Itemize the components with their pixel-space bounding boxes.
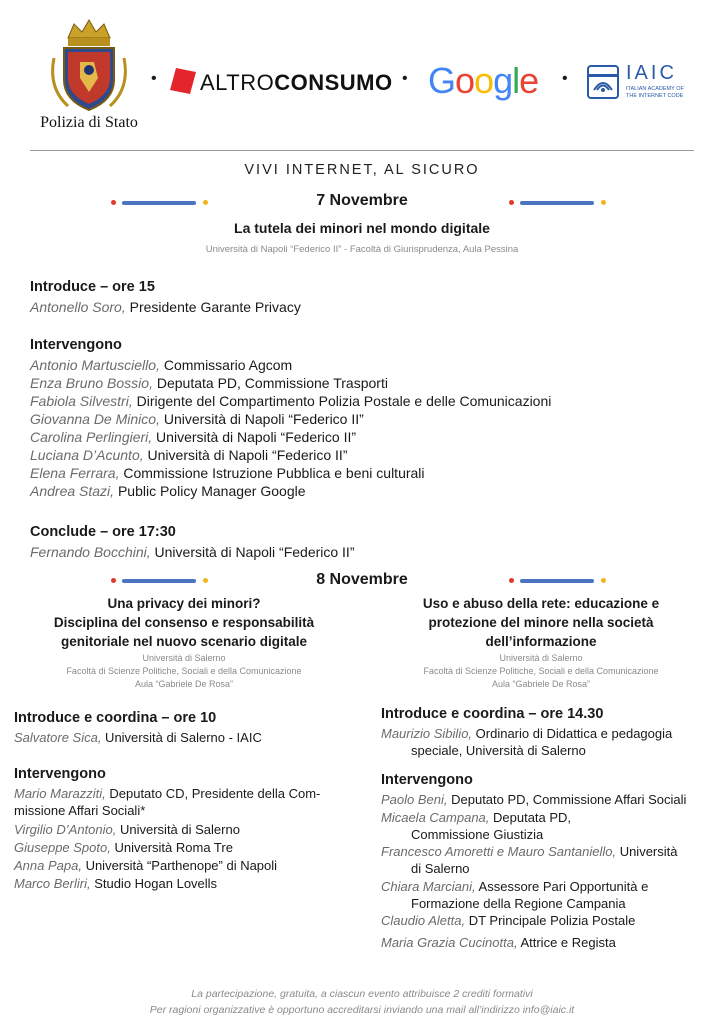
speaker-role-continued: missione Affari Sociali*: [14, 803, 146, 818]
speaker-name: Andrea Stazi,: [30, 483, 115, 499]
session-title-line: Uso e abuso della rete: educazione e: [422, 596, 660, 611]
altroconsumo-logo: [168, 64, 393, 104]
day1-intervengono-heading: Intervengono: [30, 337, 122, 353]
police-label: Polizia di Stato: [40, 114, 138, 131]
speaker-role: Università di Salerno: [116, 822, 240, 837]
speaker-role-continued: Formazione della Regione Campania: [411, 896, 626, 911]
day1-topic: La tutela dei minori nel mondo digitale: [234, 220, 490, 236]
session-venue-line: Università di Salerno: [142, 653, 226, 663]
session-venue-line: Aula “Gabriele De Rosa”: [491, 679, 591, 689]
speaker-name: Marco Berliri,: [14, 876, 91, 891]
session-title-line: protezione del minore nella società: [428, 615, 654, 630]
speaker-role: Dirigente del Compartimento Polizia Postale e delle Comunicazioni: [132, 393, 552, 409]
speaker-row: [30, 410, 364, 428]
event-title: VIVI INTERNET, AL SICURO: [244, 162, 480, 178]
speaker-row: [30, 428, 356, 446]
day2-left-session: [14, 594, 354, 691]
day1-introduce-heading: Introduce – ore 15: [30, 279, 155, 295]
iaic-subtitle-1: ITALIAN ACADEMY OF: [626, 86, 684, 92]
day2-right-introduce-row: [381, 725, 672, 743]
altro-text: ALTRO: [200, 70, 275, 95]
speaker-row: [381, 809, 571, 827]
header-divider: [30, 150, 694, 151]
speaker-row: [14, 839, 233, 857]
speaker-row: [381, 878, 648, 896]
speaker-name: Fernando Bocchini,: [30, 544, 151, 560]
speaker-row: [30, 446, 348, 464]
speaker-role: Assessore Pari Opportunità e: [475, 879, 649, 894]
speaker-role: Deputato PD, Commissione Affari Sociali: [447, 792, 687, 807]
day1-introduce-row: [30, 298, 301, 316]
speaker-role: Università: [616, 844, 678, 859]
speaker-role: Università di Napoli “Federico II”: [159, 411, 364, 427]
day2-right-session: [376, 594, 706, 691]
iaic-mark-icon: [586, 62, 620, 102]
speaker-row: [30, 392, 551, 410]
speaker-role: Università “Parthenope” di Napoli: [81, 858, 278, 873]
speaker-name: Luciana D’Acunto,: [30, 447, 144, 463]
speaker-role: Commissione Istruzione Pubblica e beni culturali: [119, 465, 425, 481]
header-bullet-2: •: [402, 70, 408, 87]
decor-dot-yellow: [601, 200, 606, 205]
day2-right-intervengono-heading: Intervengono: [381, 772, 473, 788]
speaker-role: DT Principale Polizia Postale: [465, 913, 636, 928]
speaker-role: Ordinario di Didattica e pedagogia: [472, 726, 673, 741]
footer-line-2: Per ragioni organizzative è opportuno accreditarsi inviando una mail all’indirizzo info@iaic.it: [149, 1004, 575, 1016]
speaker-name: Antonio Martusciello,: [30, 357, 160, 373]
speaker-name: Salvatore Sica,: [14, 730, 102, 745]
google-logo: [428, 60, 538, 102]
speaker-row: [381, 843, 678, 861]
footer-line-1: La partecipazione, gratuita, a ciascun evento attribuisce 2 crediti formativi: [191, 988, 533, 1000]
google-letter: e: [519, 60, 539, 101]
iaic-logo: [586, 62, 696, 106]
speaker-role: Commissario Agcom: [159, 357, 293, 373]
speaker-role: Deputata PD, Commissione Trasporti: [152, 375, 388, 391]
speaker-role-continued: Commissione Giustizia: [411, 827, 544, 842]
header-bullet-3: •: [562, 70, 568, 87]
speaker-name: Virgilio D’Antonio,: [14, 822, 117, 837]
google-letter: g: [493, 60, 513, 101]
speaker-role: Università di Napoli “Federico II”: [150, 544, 355, 560]
altroconsumo-mark-icon: [168, 66, 198, 96]
speaker-row: [14, 785, 359, 803]
speaker-row: [30, 374, 388, 392]
polizia-logo: [34, 18, 144, 134]
session-title-line: Disciplina del consenso e responsabilità: [53, 615, 315, 630]
header-bullet: •: [151, 70, 157, 87]
speaker-name: Maria Grazia Cucinotta,: [381, 935, 518, 950]
google-letter: G: [428, 60, 456, 101]
speaker-row: [14, 857, 277, 875]
day1-conclude-heading: Conclude – ore 17:30: [30, 524, 176, 540]
speaker-name: Claudio Aletta,: [381, 913, 466, 928]
decor-bar: [520, 579, 594, 583]
speaker-name: Giovanna De Minico,: [30, 411, 160, 427]
session-title-line: genitoriale nel nuovo scenario digitale: [60, 634, 308, 649]
speaker-name: Carolina Perlingieri,: [30, 429, 153, 445]
speaker-role: Deputata PD,: [489, 810, 572, 825]
speaker-name: Giuseppe Spoto,: [14, 840, 111, 855]
decor-dot-red: [509, 578, 514, 583]
speaker-name: Chiara Marciani,: [381, 879, 476, 894]
decor-dot-yellow: [601, 578, 606, 583]
speaker-name: Fabiola Silvestri,: [30, 393, 133, 409]
speaker-role: Public Policy Manager Google: [114, 483, 306, 499]
google-letter: l: [512, 60, 520, 101]
speaker-name: Francesco Amoretti e Mauro Santaniello,: [381, 844, 617, 859]
speaker-row: [381, 912, 635, 930]
day2-right-introduce-heading: Introduce e coordina – ore 14.30: [381, 706, 604, 722]
speaker-role: Università di Napoli “Federico II”: [143, 447, 348, 463]
consumo-text: CONSUMO: [274, 70, 393, 95]
speaker-name: Anna Papa,: [14, 858, 82, 873]
speaker-name: Paolo Beni,: [381, 792, 448, 807]
speaker-row: [381, 934, 616, 952]
speaker-role: Deputato CD, Presidente della Com-: [105, 786, 321, 801]
speaker-row: [14, 821, 240, 839]
session-venue-line: Aula “Gabriele De Rosa”: [134, 679, 234, 689]
speaker-role: Università di Salerno - IAIC: [101, 730, 262, 745]
speaker-row: [381, 791, 686, 809]
speaker-name: Mario Marazziti,: [14, 786, 106, 801]
iaic-title: IAIC: [626, 62, 677, 84]
decor-bar: [520, 201, 594, 205]
day2-left-introduce-heading: Introduce e coordina – ore 10: [14, 710, 217, 726]
speaker-role: Presidente Garante Privacy: [125, 299, 301, 315]
speaker-role-continued: di Salerno: [411, 861, 470, 876]
day2-date: 8 Novembre: [316, 571, 408, 588]
session-venue-line: Facoltà di Scienze Politiche, Sociali e della Comunicazione: [423, 666, 659, 676]
speaker-name: Elena Ferrara,: [30, 465, 120, 481]
police-crest-icon: [34, 18, 144, 114]
day2-left-introduce-row: [14, 729, 354, 747]
speaker-name: Micaela Campana,: [381, 810, 490, 825]
speaker-role: Studio Hogan Lovells: [90, 876, 218, 891]
speaker-row: [30, 464, 425, 482]
speaker-role: Università Roma Tre: [110, 840, 233, 855]
speaker-name: Maurizio Sibilio,: [381, 726, 473, 741]
speaker-role: Università di Napoli “Federico II”: [152, 429, 357, 445]
speaker-row: [30, 482, 306, 500]
session-venue-line: Facoltà di Scienze Politiche, Sociali e della Comunicazione: [66, 666, 302, 676]
day1-venue: Università di Napoli “Federico II” - Facoltà di Giurisprudenza, Aula Pessina: [205, 244, 519, 255]
day1-conclude-row: [30, 543, 355, 561]
speaker-role: Attrice e Regista: [517, 935, 616, 950]
speaker-name: Antonello Soro,: [30, 299, 126, 315]
google-letter: o: [455, 60, 475, 101]
session-title-line: dell’informazione: [485, 634, 597, 649]
session-title-line: Una privacy dei minori?: [107, 596, 261, 611]
iaic-subtitle-2: THE INTERNET CODE: [626, 93, 684, 99]
speaker-row: [14, 875, 217, 893]
google-letter: o: [474, 60, 494, 101]
speaker-role-continued: speciale, Università di Salerno: [411, 743, 586, 758]
speaker-name: Enza Bruno Bossio,: [30, 375, 153, 391]
speaker-row: [30, 356, 292, 374]
session-venue-line: Università di Salerno: [499, 653, 583, 663]
day2-left-intervengono-heading: Intervengono: [14, 766, 106, 782]
day1-date: 7 Novembre: [316, 192, 408, 209]
decor-dot-red: [509, 200, 514, 205]
